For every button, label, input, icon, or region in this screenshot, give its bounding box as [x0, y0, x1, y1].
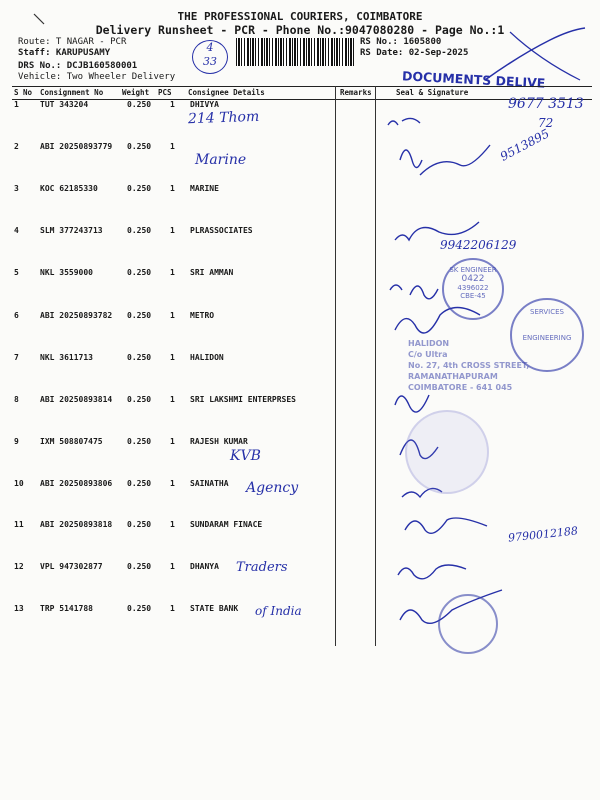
stamp-line: No. 27, 4th CROSS STREET,: [408, 361, 530, 370]
faint-seal-stamp: [405, 410, 489, 494]
barcode: [236, 38, 354, 66]
remarks-divider: [335, 86, 336, 646]
row-consignee: DHANYA: [190, 562, 219, 571]
handwritten-address-note: 214 Thom: [187, 108, 260, 128]
row-consignment: TUT 343204: [40, 100, 89, 109]
row-consignment: ABI 20250893779: [40, 142, 113, 151]
stamp-line: RAMANATHAPURAM: [408, 372, 498, 381]
table-header: [12, 86, 592, 100]
circled-count-note: [192, 40, 228, 74]
row-pcs: 1: [170, 604, 175, 613]
stamp-line: COIMBATORE - 641 045: [408, 383, 513, 392]
handwritten-consignee-note: of India: [255, 604, 302, 618]
route-label: Route: T NAGAR - PCR: [18, 37, 127, 47]
handwritten-phone: 9942206129: [440, 238, 517, 252]
runsheet-subtitle: Delivery Runsheet - PCR - Phone No.:9047080280 - Page No.:1: [95, 23, 505, 37]
seal-line: SERVICES: [530, 308, 564, 316]
row-sno: 13: [14, 604, 24, 613]
handwritten-consignee-note: Agency: [246, 480, 299, 496]
col-remarks: Remarks: [340, 88, 372, 97]
row-consignment: VPL 947302877: [40, 562, 103, 571]
row-weight: 0.250: [127, 604, 152, 613]
row-sno: 8: [14, 395, 19, 404]
col-sno: S No: [14, 88, 33, 97]
seal-divider: [375, 86, 376, 646]
row-weight: 0.250: [127, 395, 152, 404]
row-consignee: SAINATHA: [190, 479, 229, 488]
stamp-line: HALIDON: [408, 339, 450, 348]
row-weight: 0.250: [127, 142, 152, 151]
row-sno: 11: [14, 520, 24, 529]
staff-label: Staff: KARUPUSAMY: [18, 48, 111, 58]
seal-line: SK ENGINEER: [449, 266, 497, 274]
row-consignee: DHIVYA: [190, 100, 219, 109]
row-consignee: RAJESH KUMAR: [190, 437, 248, 446]
seal-line: 0422: [461, 274, 485, 284]
row-pcs: 1: [170, 268, 175, 277]
row-weight: 0.250: [127, 226, 152, 235]
col-pcs: PCS: [158, 88, 172, 97]
seal-line: 4396022: [457, 284, 489, 292]
row-pcs: 1: [170, 311, 175, 320]
row-sno: 6: [14, 311, 19, 320]
handwritten-phone-suffix: 72: [538, 116, 554, 130]
row-sno: 4: [14, 226, 19, 235]
row-sno: 5: [14, 268, 19, 277]
row-consignment: NKL 3611713: [40, 353, 93, 362]
row-sno: 10: [14, 479, 24, 488]
seal-line: ENGINEERING: [522, 334, 572, 342]
col-consignment: Consignment No: [40, 88, 104, 97]
row-consignment: KOC 62185330: [40, 184, 98, 193]
row-weight: 0.250: [127, 562, 152, 571]
row-weight: 0.250: [127, 353, 152, 362]
row-pcs: 1: [170, 142, 175, 151]
row-consignee: STATE BANK: [190, 604, 239, 613]
col-weight: Weight: [122, 88, 150, 97]
row-weight: 0.250: [127, 100, 152, 109]
row-pcs: 1: [170, 226, 175, 235]
row-weight: 0.250: [127, 437, 152, 446]
address-stamp: [408, 338, 529, 393]
row-pcs: 1: [170, 562, 175, 571]
row-sno: 2: [14, 142, 19, 151]
row-consignment: ABI 20250893818: [40, 520, 113, 529]
row-weight: 0.250: [127, 268, 152, 277]
rs-number: RS No.: 1605800: [360, 37, 442, 47]
row-consignee: PLRASSOCIATES: [190, 226, 253, 235]
drs-number: DRS No.: DCJB160580001: [18, 61, 138, 71]
handwritten-consignee-note: Traders: [236, 560, 288, 575]
handwritten-phone: 9677 3513: [508, 96, 584, 112]
circled-note-bottom: 33: [203, 55, 217, 68]
handwritten-consignee-note: Marine: [195, 152, 247, 168]
handwritten-bank-note: KVB: [230, 448, 261, 464]
row-consignee: METRO: [190, 311, 215, 320]
row-pcs: 1: [170, 100, 175, 109]
col-consignee: Consignee Details: [188, 88, 265, 97]
circled-note-top: 4: [206, 41, 214, 54]
row-pcs: 1: [170, 395, 175, 404]
row-weight: 0.250: [127, 479, 152, 488]
stamp-line: C/o Ultra: [408, 350, 448, 359]
row-pcs: 1: [170, 184, 175, 193]
handwritten-phone: 9513895: [497, 126, 552, 164]
bank-seal-stamp: [438, 594, 498, 654]
handwritten-phone: 9790012188: [507, 524, 579, 545]
row-consignee: MARINE: [190, 184, 219, 193]
row-pcs: 1: [170, 437, 175, 446]
company-title: THE PROFESSIONAL COURIERS, COIMBATORE: [177, 10, 423, 23]
row-consignment: ABI 20250893806: [40, 479, 113, 488]
row-consignee: HALIDON: [190, 353, 224, 362]
row-pcs: 1: [170, 520, 175, 529]
row-pcs: 1: [170, 479, 175, 488]
row-pcs: 1: [170, 353, 175, 362]
row-consignee: SRI LAKSHMI ENTERPRSES: [190, 395, 296, 404]
vehicle-label: Vehicle: Two Wheeler Delivery: [18, 72, 176, 82]
row-consignee: SRI AMMAN: [190, 268, 234, 277]
row-weight: 0.250: [127, 311, 152, 320]
row-consignment: TRP 5141788: [40, 604, 93, 613]
row-sno: 1: [14, 100, 19, 109]
row-sno: 3: [14, 184, 19, 193]
col-seal: Seal & Signature: [396, 88, 469, 97]
documents-delivered-stamp: DOCUMENTS DELIVE: [401, 68, 546, 91]
row-consignment: ABI 20250893814: [40, 395, 113, 404]
row-consignment: IXM 508807475: [40, 437, 103, 446]
row-weight: 0.250: [127, 184, 152, 193]
seal-line: CBE-45: [460, 292, 486, 300]
row-sno: 12: [14, 562, 24, 571]
row-consignment: ABI 20250893782: [40, 311, 113, 320]
row-consignment: SLM 377243713: [40, 226, 103, 235]
row-sno: 9: [14, 437, 19, 446]
pen-scribble: [480, 20, 590, 90]
row-weight: 0.250: [127, 520, 152, 529]
row-consignee: SUNDARAM FINACE: [190, 520, 263, 529]
company-seal-stamp: [442, 258, 504, 320]
rs-date: RS Date: 02-Sep-2025: [360, 48, 469, 58]
row-sno: 7: [14, 353, 19, 362]
pen-tick-mark: [30, 10, 50, 30]
row-consignment: NKL 3559000: [40, 268, 93, 277]
